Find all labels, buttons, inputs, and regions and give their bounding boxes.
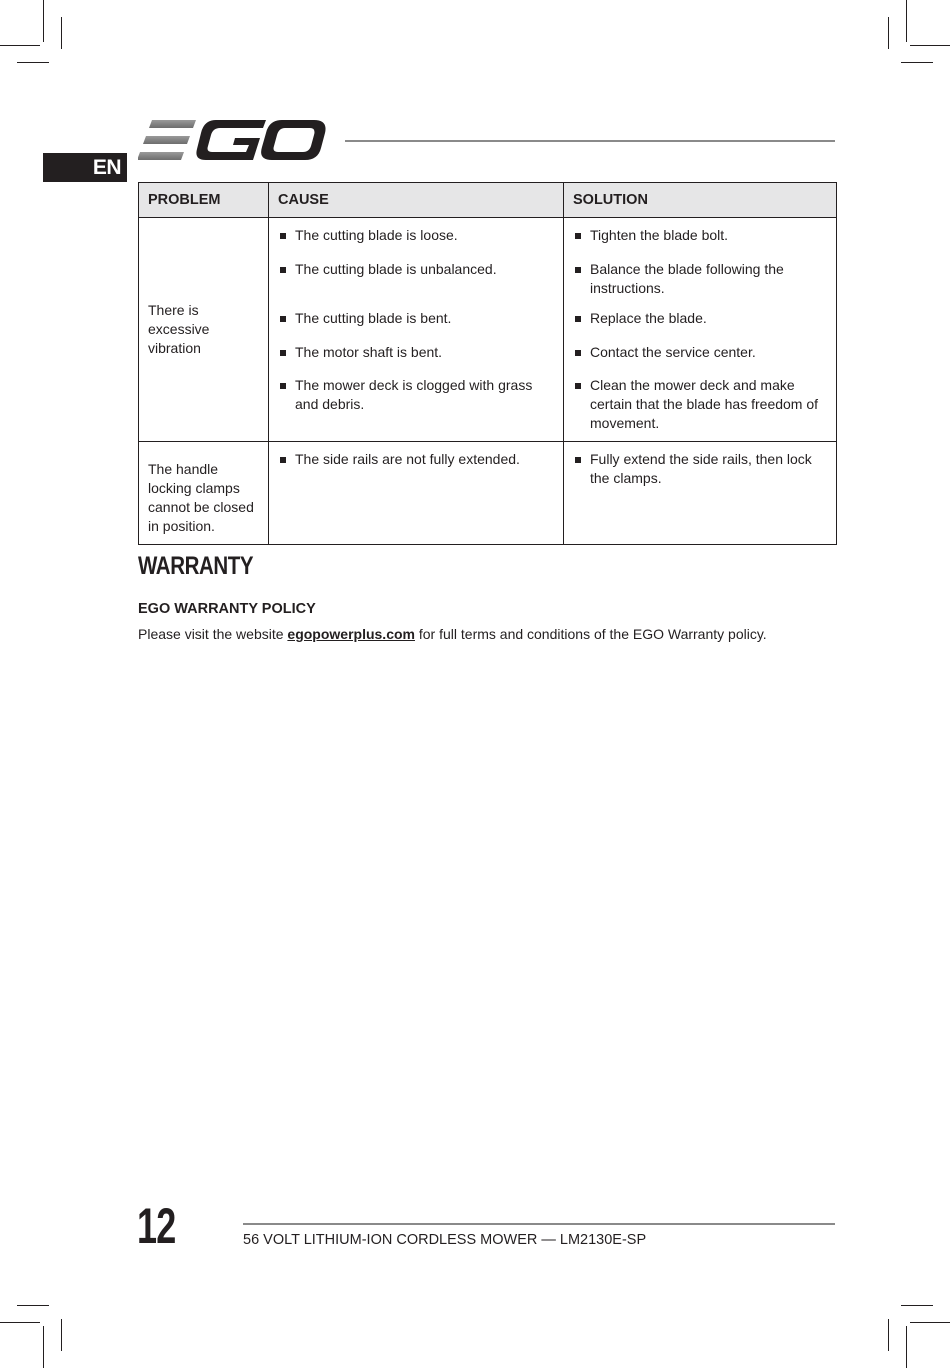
crop-mark — [17, 62, 49, 63]
crop-mark — [61, 17, 62, 49]
crop-mark — [906, 0, 907, 42]
crop-mark — [61, 1319, 62, 1351]
solution-cell — [564, 442, 837, 545]
crop-mark — [0, 45, 40, 46]
warranty-heading: WARRANTY — [138, 552, 254, 580]
crop-mark — [888, 1319, 889, 1351]
policy-text-before: Please visit the website — [138, 626, 288, 642]
policy-text-after: for full terms and conditions of the EGO Warranty policy. — [414, 626, 767, 642]
cause-cell — [269, 218, 564, 442]
crop-mark — [910, 45, 950, 46]
solution-item: Contact the service center. — [573, 343, 827, 376]
solution-item: Replace the blade. — [573, 309, 827, 343]
warranty-policy-heading: EGO WARRANTY POLICY — [138, 601, 316, 617]
warranty-policy-text — [138, 626, 767, 642]
cause-item: The motor shaft is bent. — [278, 343, 554, 376]
problem-cell: The handle locking clamps cannot be closed in position. — [139, 442, 269, 545]
cause-item: The cutting blade is bent. — [278, 309, 554, 343]
crop-mark — [910, 1322, 950, 1323]
crop-mark — [43, 0, 44, 42]
crop-mark — [901, 1305, 933, 1306]
solution-item: Balance the blade following the instructions. — [573, 260, 827, 309]
cause-item: The side rails are not fully extended. — [278, 450, 554, 469]
ego-logo — [138, 118, 328, 162]
cause-item: The mower deck is clogged with grass and debris. — [278, 376, 554, 414]
solution-item: Tighten the blade bolt. — [573, 226, 827, 260]
crop-mark — [17, 1305, 49, 1306]
table-header-row — [139, 183, 837, 218]
problem-cell: There is excessive vibration — [139, 218, 269, 442]
crop-mark — [888, 17, 889, 49]
crop-mark — [901, 62, 933, 63]
troubleshooting-table — [138, 182, 837, 545]
cause-item: The cutting blade is loose. — [278, 226, 554, 260]
solution-cell — [564, 218, 837, 442]
header-rule — [345, 140, 835, 142]
warranty-website-link[interactable]: egopowerplus.com — [287, 626, 415, 642]
language-tab: EN — [43, 153, 127, 182]
footer-product-title: 56 VOLT LITHIUM-ION CORDLESS MOWER — LM2130E-SP — [243, 1232, 647, 1248]
table-row — [139, 442, 837, 545]
cause-item: The cutting blade is unbalanced. — [278, 260, 554, 309]
crop-mark — [43, 1326, 44, 1368]
crop-mark — [0, 1322, 40, 1323]
footer-rule — [243, 1223, 835, 1225]
table-row — [139, 218, 837, 442]
cause-cell — [269, 442, 564, 545]
solution-item: Fully extend the side rails, then lock the clamps. — [573, 450, 827, 488]
crop-mark — [906, 1326, 907, 1368]
column-header-solution: SOLUTION — [564, 183, 837, 218]
page-number: 12 — [137, 1198, 176, 1254]
column-header-problem: PROBLEM — [139, 183, 269, 218]
solution-item: Clean the mower deck and make certain that the blade has freedom of movement. — [573, 376, 827, 433]
column-header-cause: CAUSE — [269, 183, 564, 218]
